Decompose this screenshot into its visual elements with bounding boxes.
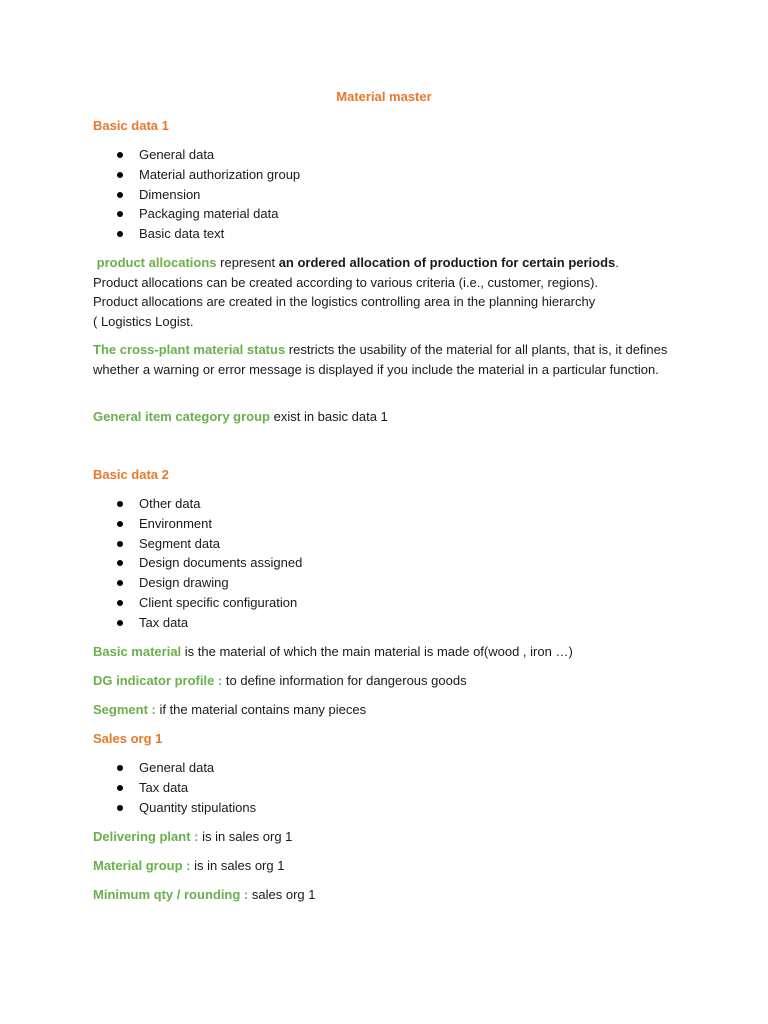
term-material-group: Material group : [93,858,191,873]
basic-data-2-list [93,494,302,633]
item-category-paragraph [93,407,683,427]
term-product-allocations: product allocations [96,255,217,270]
list-item: Material authorization group [93,165,300,185]
list-item: Dimension [93,185,300,205]
paragraph-text: represent [216,255,279,270]
list-item: Quantity stipulations [93,798,256,818]
list-item: Client specific configuration [93,593,302,613]
list-item: Basic data text [93,224,300,244]
sales-org-1-list [93,758,256,817]
term-delivering-plant: Delivering plant : [93,829,199,844]
section-heading-basic-data-2: Basic data 2 [93,467,169,482]
term-basic-material: Basic material [93,644,182,659]
paragraph-text: if the material contains many pieces [155,702,367,717]
product-allocations-paragraph [93,253,683,331]
list-item: Segment data [93,534,302,554]
paragraph-text: sales org 1 [248,887,316,902]
material-group-paragraph [93,856,683,876]
list-item: General data [93,758,256,778]
term-cross-plant-status: The cross-plant material status [93,342,286,357]
section-heading-sales-org-1: Sales org 1 [93,731,163,746]
list-item: Tax data [93,778,256,798]
paragraph-line: Product allocations can be created according to various criteria (i.e., customer, regions). [93,274,599,290]
segment-paragraph [93,700,683,720]
list-item: Tax data [93,613,302,633]
paragraph-line: ( Logistics Logist. [93,313,194,329]
section-heading-basic-data-1: Basic data 1 [93,118,169,133]
page-title: Material master [336,89,432,104]
paragraph-text: to define information for dangerous goods [222,673,467,688]
minimum-qty-paragraph [93,885,683,905]
term-minimum-qty-rounding: Minimum qty / rounding : [93,887,249,902]
list-item: Environment [93,514,302,534]
term-segment: Segment : [93,702,156,717]
term-dg-indicator-profile: DG indicator profile : [93,673,223,688]
paragraph-text: is the material of which the main material is made of(wood , iron …) [181,644,573,659]
paragraph-text: is in sales org 1 [198,829,293,844]
dg-indicator-paragraph [93,671,683,691]
basic-material-paragraph [93,642,683,662]
list-item: General data [93,145,300,165]
paragraph-line: Product allocations are created in the logistics controlling area in the planning hierarchy [93,294,596,310]
paragraph-text: exist in basic data 1 [270,409,388,424]
paragraph-text: restricts the usability of the material for all plants, that is, it defines whether a warning or error message is displayed if you include the material in a particular function. [93,342,668,377]
list-item: Packaging material data [93,204,300,224]
basic-data-1-list [93,145,300,244]
cross-plant-status-paragraph [93,340,678,379]
list-item: Design documents assigned [93,553,302,573]
delivering-plant-paragraph [93,827,683,847]
list-item: Other data [93,494,302,514]
list-item: Design drawing [93,573,302,593]
paragraph-text: . [615,255,619,270]
term-general-item-category-group: General item category group [93,409,270,424]
emphasis-text: an ordered allocation of production for certain periods [278,255,616,270]
paragraph-text: is in sales org 1 [190,858,285,873]
